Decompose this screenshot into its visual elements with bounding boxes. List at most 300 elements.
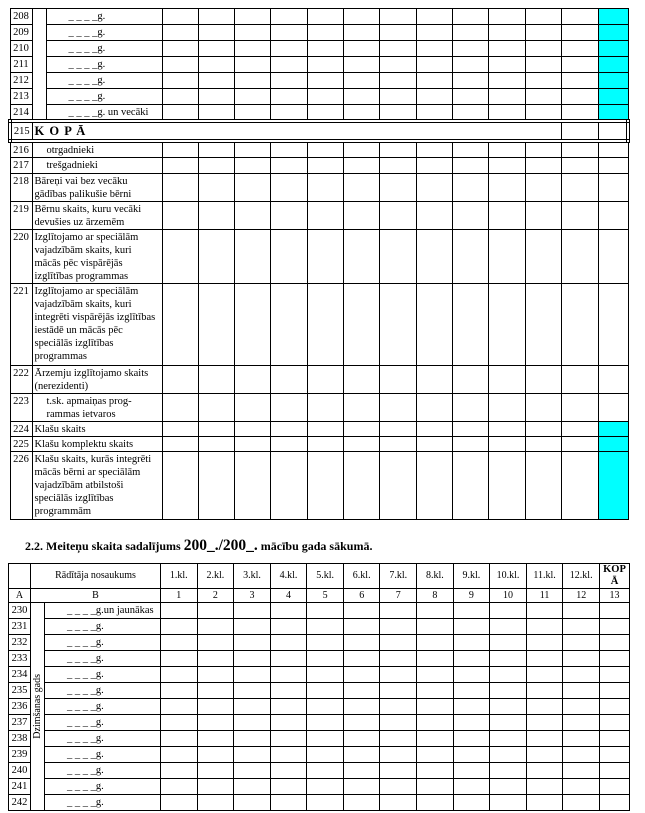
row-label: Ārzemju izglītojamo skaits (nerezidenti) [32, 366, 162, 394]
data-cell [235, 158, 271, 174]
data-cell [380, 366, 416, 394]
data-cell [490, 651, 527, 667]
data-cell [416, 422, 452, 437]
data-cell [525, 284, 561, 366]
data-cell [307, 89, 343, 105]
data-cell [234, 747, 271, 763]
girls-distribution-table [8, 563, 630, 811]
data-cell [162, 73, 198, 89]
data-cell [234, 667, 271, 683]
data-cell [197, 731, 234, 747]
data-cell [417, 603, 454, 619]
table1-row-212 [10, 73, 628, 89]
data-cell [161, 731, 198, 747]
total-column-cell [598, 121, 628, 141]
row-label: _ _ _ _g. [45, 795, 161, 811]
data-cell [271, 174, 307, 202]
table2-row-240 [9, 763, 630, 779]
table1-row-224 [10, 422, 628, 437]
birth-year-side-label-text: Dzimšanas gads [31, 674, 43, 739]
data-cell [490, 635, 527, 651]
data-cell [344, 437, 380, 452]
data-cell [235, 105, 271, 122]
table1-row-222 [10, 366, 628, 394]
table1-row-225 [10, 437, 628, 452]
data-cell [526, 635, 563, 651]
row-label: _ _ _ _g. [45, 667, 161, 683]
birth-year-group-strip [32, 9, 46, 122]
table2-row-242 [9, 795, 630, 811]
col-number: 6 [343, 589, 380, 603]
row-label: otrgadnieki [32, 141, 162, 158]
data-cell [234, 731, 271, 747]
data-cell [453, 202, 489, 230]
data-cell [380, 105, 416, 122]
data-cell [162, 230, 198, 284]
total-column-cell [598, 141, 628, 158]
total-column-cell [598, 25, 628, 41]
table2-row-233 [9, 651, 630, 667]
data-cell [307, 158, 343, 174]
data-cell [198, 366, 234, 394]
data-cell [563, 667, 600, 683]
row-label: Izglītojamo ar speciālām vajadzībām skaits, kuri integrēti vispārējās izglītības iestādē un mācās pēc speciālās izglītības programmas [32, 284, 162, 366]
col-number: 4 [270, 589, 307, 603]
data-cell [307, 795, 344, 811]
row-label: trešgadnieki [32, 158, 162, 174]
data-cell [271, 141, 307, 158]
data-cell [380, 57, 416, 73]
data-cell [490, 747, 527, 763]
data-cell [453, 795, 490, 811]
data-cell [161, 683, 198, 699]
total-column-cell [600, 651, 630, 667]
data-cell [197, 715, 234, 731]
data-cell [343, 603, 380, 619]
row-number: 237 [9, 715, 31, 731]
data-cell [453, 452, 489, 520]
data-cell [380, 619, 417, 635]
col-number: 8 [417, 589, 454, 603]
data-cell [417, 715, 454, 731]
data-cell [453, 73, 489, 89]
data-cell [270, 747, 307, 763]
data-cell [453, 174, 489, 202]
data-cell [343, 763, 380, 779]
data-cell [343, 731, 380, 747]
data-cell [307, 25, 343, 41]
data-cell [235, 41, 271, 57]
data-cell [526, 731, 563, 747]
total-column-cell [598, 452, 628, 520]
table1-row-218 [10, 174, 628, 202]
data-cell [307, 230, 343, 284]
data-cell [235, 366, 271, 394]
data-cell [344, 284, 380, 366]
indicator-name-header: Rādītāja nosaukums [31, 564, 161, 589]
total-column-cell [598, 9, 628, 25]
data-cell [563, 731, 600, 747]
data-cell [490, 619, 527, 635]
data-cell [161, 715, 198, 731]
table1-row-217 [10, 158, 628, 174]
row-number: 240 [9, 763, 31, 779]
data-cell [525, 73, 561, 89]
data-cell [380, 394, 416, 422]
data-cell [525, 452, 561, 520]
data-cell [271, 437, 307, 452]
row-number: 239 [9, 747, 31, 763]
row-label: _ _ _ _g. [46, 41, 162, 57]
row-number: 233 [9, 651, 31, 667]
data-cell [307, 9, 343, 25]
row-number: 235 [9, 683, 31, 699]
data-cell [416, 89, 452, 105]
data-cell [235, 57, 271, 73]
data-cell [234, 795, 271, 811]
row-number: 213 [10, 89, 32, 105]
data-cell [307, 174, 343, 202]
data-cell [453, 603, 490, 619]
data-cell [162, 141, 198, 158]
row-label: _ _ _ _g. [46, 9, 162, 25]
row-number: 209 [10, 25, 32, 41]
row-number: 231 [9, 619, 31, 635]
data-cell [307, 603, 344, 619]
data-cell [344, 73, 380, 89]
total-column-cell [598, 230, 628, 284]
data-cell [453, 683, 490, 699]
data-cell [198, 230, 234, 284]
data-cell [525, 422, 561, 437]
row-number: 232 [9, 635, 31, 651]
data-cell [453, 437, 489, 452]
data-cell [198, 284, 234, 366]
data-cell [197, 763, 234, 779]
data-cell [161, 747, 198, 763]
data-cell [453, 158, 489, 174]
row-number: 220 [10, 230, 32, 284]
data-cell [562, 9, 598, 25]
table2-row-237 [9, 715, 630, 731]
total-column-cell [598, 202, 628, 230]
data-cell [490, 603, 527, 619]
data-cell [198, 158, 234, 174]
data-cell [270, 683, 307, 699]
data-cell [380, 779, 417, 795]
data-cell [307, 366, 343, 394]
data-cell [489, 394, 525, 422]
data-cell [162, 9, 198, 25]
class-col-header: 5.kl. [307, 564, 344, 589]
data-cell [380, 9, 416, 25]
total-column-cell [600, 667, 630, 683]
data-cell [563, 619, 600, 635]
data-cell [234, 651, 271, 667]
data-cell [526, 667, 563, 683]
data-cell [270, 651, 307, 667]
table2-header-row [9, 564, 630, 589]
data-cell [417, 747, 454, 763]
row-label: _ _ _ _g. un vecāki [46, 105, 162, 122]
table2-row-230 [9, 603, 630, 619]
col-number: 13 [600, 589, 630, 603]
data-cell [525, 174, 561, 202]
data-cell [307, 422, 343, 437]
data-cell [198, 57, 234, 73]
class-col-header: 2.kl. [197, 564, 234, 589]
col-number: 7 [380, 589, 417, 603]
data-cell [562, 25, 598, 41]
data-cell [490, 683, 527, 699]
data-cell [453, 105, 489, 122]
data-cell [197, 651, 234, 667]
data-cell [563, 747, 600, 763]
birth-year-side-label [31, 603, 45, 811]
class-col-header: 11.kl. [526, 564, 563, 589]
data-cell [271, 25, 307, 41]
data-cell [234, 715, 271, 731]
total-column-cell [600, 619, 630, 635]
data-cell [562, 121, 598, 141]
data-cell [380, 25, 416, 41]
data-cell [270, 763, 307, 779]
table2-row-236 [9, 699, 630, 715]
row-label: Izglītojamo ar speciālām vajadzībām skaits, kuri mācās pēc vispārējās izglītības programmas [32, 230, 162, 284]
data-cell [162, 202, 198, 230]
data-cell [489, 89, 525, 105]
row-number: 225 [10, 437, 32, 452]
total-column-cell [598, 366, 628, 394]
data-cell [380, 715, 417, 731]
total-column-cell [598, 105, 628, 122]
col-number: 1 [161, 589, 198, 603]
data-cell [271, 284, 307, 366]
data-cell [526, 715, 563, 731]
data-cell [453, 747, 490, 763]
data-cell [490, 667, 527, 683]
data-cell [343, 699, 380, 715]
data-cell [453, 635, 490, 651]
data-cell [235, 73, 271, 89]
data-cell [562, 284, 598, 366]
data-cell [453, 619, 490, 635]
data-cell [416, 9, 452, 25]
data-cell [161, 635, 198, 651]
data-cell [162, 174, 198, 202]
data-cell [490, 731, 527, 747]
table2-row-239 [9, 747, 630, 763]
data-cell [380, 747, 417, 763]
class-col-header: 4.kl. [270, 564, 307, 589]
data-cell [197, 619, 234, 635]
class-col-header: 1.kl. [161, 564, 198, 589]
data-cell [380, 603, 417, 619]
data-cell [161, 699, 198, 715]
row-number: 211 [10, 57, 32, 73]
data-cell [417, 635, 454, 651]
data-cell [417, 795, 454, 811]
total-column-cell [600, 747, 630, 763]
data-cell [198, 9, 234, 25]
data-cell [270, 715, 307, 731]
data-cell [417, 779, 454, 795]
data-cell [307, 141, 343, 158]
row-label: Bāreņi vai bez vecāku gādības palikušie bērni [32, 174, 162, 202]
table1-row-216 [10, 141, 628, 158]
data-cell [344, 57, 380, 73]
data-cell [417, 683, 454, 699]
total-column-cell [600, 779, 630, 795]
col-number: 3 [234, 589, 271, 603]
data-cell [234, 635, 271, 651]
row-label: _ _ _ _g. [45, 651, 161, 667]
total-column-cell [598, 89, 628, 105]
data-cell [416, 394, 452, 422]
data-cell [490, 779, 527, 795]
data-cell [489, 284, 525, 366]
data-cell [489, 437, 525, 452]
total-column-cell [600, 763, 630, 779]
data-cell [234, 699, 271, 715]
data-cell [344, 89, 380, 105]
row-label: _ _ _ _g. [45, 619, 161, 635]
data-cell [563, 795, 600, 811]
data-cell [562, 41, 598, 57]
data-cell [197, 683, 234, 699]
data-cell [525, 41, 561, 57]
data-cell [490, 763, 527, 779]
data-cell [343, 635, 380, 651]
data-cell [162, 57, 198, 73]
data-cell [490, 699, 527, 715]
data-cell [453, 699, 490, 715]
row-number: 234 [9, 667, 31, 683]
data-cell [416, 73, 452, 89]
data-cell [307, 667, 344, 683]
data-cell [526, 603, 563, 619]
row-label: _ _ _ _g. [46, 25, 162, 41]
data-cell [270, 635, 307, 651]
row-number: 208 [10, 9, 32, 25]
data-cell [453, 284, 489, 366]
data-cell [235, 452, 271, 520]
class-col-header: 6.kl. [343, 564, 380, 589]
total-column-cell [600, 635, 630, 651]
data-cell [525, 57, 561, 73]
data-cell [271, 422, 307, 437]
data-cell [525, 89, 561, 105]
data-cell [234, 603, 271, 619]
data-cell [380, 437, 416, 452]
data-cell [417, 651, 454, 667]
data-cell [525, 9, 561, 25]
col-letter-b: B [31, 589, 161, 603]
table1-body [10, 9, 628, 520]
table1-row-219 [10, 202, 628, 230]
data-cell [198, 141, 234, 158]
row-label: _ _ _ _g. [45, 635, 161, 651]
data-cell [235, 284, 271, 366]
col-number: 9 [453, 589, 490, 603]
data-cell [271, 105, 307, 122]
data-cell [270, 731, 307, 747]
data-cell [198, 89, 234, 105]
data-cell [307, 763, 344, 779]
row-label: _ _ _ _g. [45, 747, 161, 763]
col-number: 2 [197, 589, 234, 603]
data-cell [563, 699, 600, 715]
section-title-suffix: mācību gada sākumā. [260, 539, 373, 553]
data-cell [489, 366, 525, 394]
data-cell [344, 422, 380, 437]
class-col-header: 8.kl. [417, 564, 454, 589]
data-cell [162, 452, 198, 520]
row-number: 216 [10, 141, 32, 158]
table2-colletter-row [9, 589, 630, 603]
data-cell [307, 747, 344, 763]
data-cell [307, 699, 344, 715]
row-label: _ _ _ _g. [46, 73, 162, 89]
data-cell [380, 731, 417, 747]
data-cell [235, 394, 271, 422]
data-cell [197, 603, 234, 619]
data-cell [198, 105, 234, 122]
data-cell [198, 41, 234, 57]
data-cell [562, 174, 598, 202]
row-label: K O P Ā [32, 121, 562, 141]
data-cell [417, 731, 454, 747]
data-cell [344, 174, 380, 202]
data-cell [162, 158, 198, 174]
data-cell [380, 683, 417, 699]
data-cell [198, 73, 234, 89]
row-label: _ _ _ _g. [45, 731, 161, 747]
row-number: 221 [10, 284, 32, 366]
data-cell [416, 366, 452, 394]
data-cell [380, 158, 416, 174]
data-cell [563, 715, 600, 731]
data-cell [344, 41, 380, 57]
data-cell [563, 779, 600, 795]
data-cell [490, 795, 527, 811]
data-cell [380, 699, 417, 715]
data-cell [197, 747, 234, 763]
data-cell [161, 619, 198, 635]
data-cell [161, 651, 198, 667]
total-column-cell [600, 699, 630, 715]
data-cell [235, 9, 271, 25]
data-cell [270, 795, 307, 811]
class-col-header: 7.kl. [380, 564, 417, 589]
data-cell [380, 230, 416, 284]
table1-row-208 [10, 9, 628, 25]
data-cell [162, 284, 198, 366]
data-cell [526, 619, 563, 635]
data-cell [161, 603, 198, 619]
data-cell [235, 437, 271, 452]
data-cell [271, 230, 307, 284]
data-cell [525, 394, 561, 422]
data-cell [271, 158, 307, 174]
data-cell [416, 105, 452, 122]
data-cell [198, 452, 234, 520]
class-col-header: 3.kl. [234, 564, 271, 589]
data-cell [525, 158, 561, 174]
data-cell [453, 57, 489, 73]
data-cell [344, 202, 380, 230]
data-cell [380, 452, 416, 520]
